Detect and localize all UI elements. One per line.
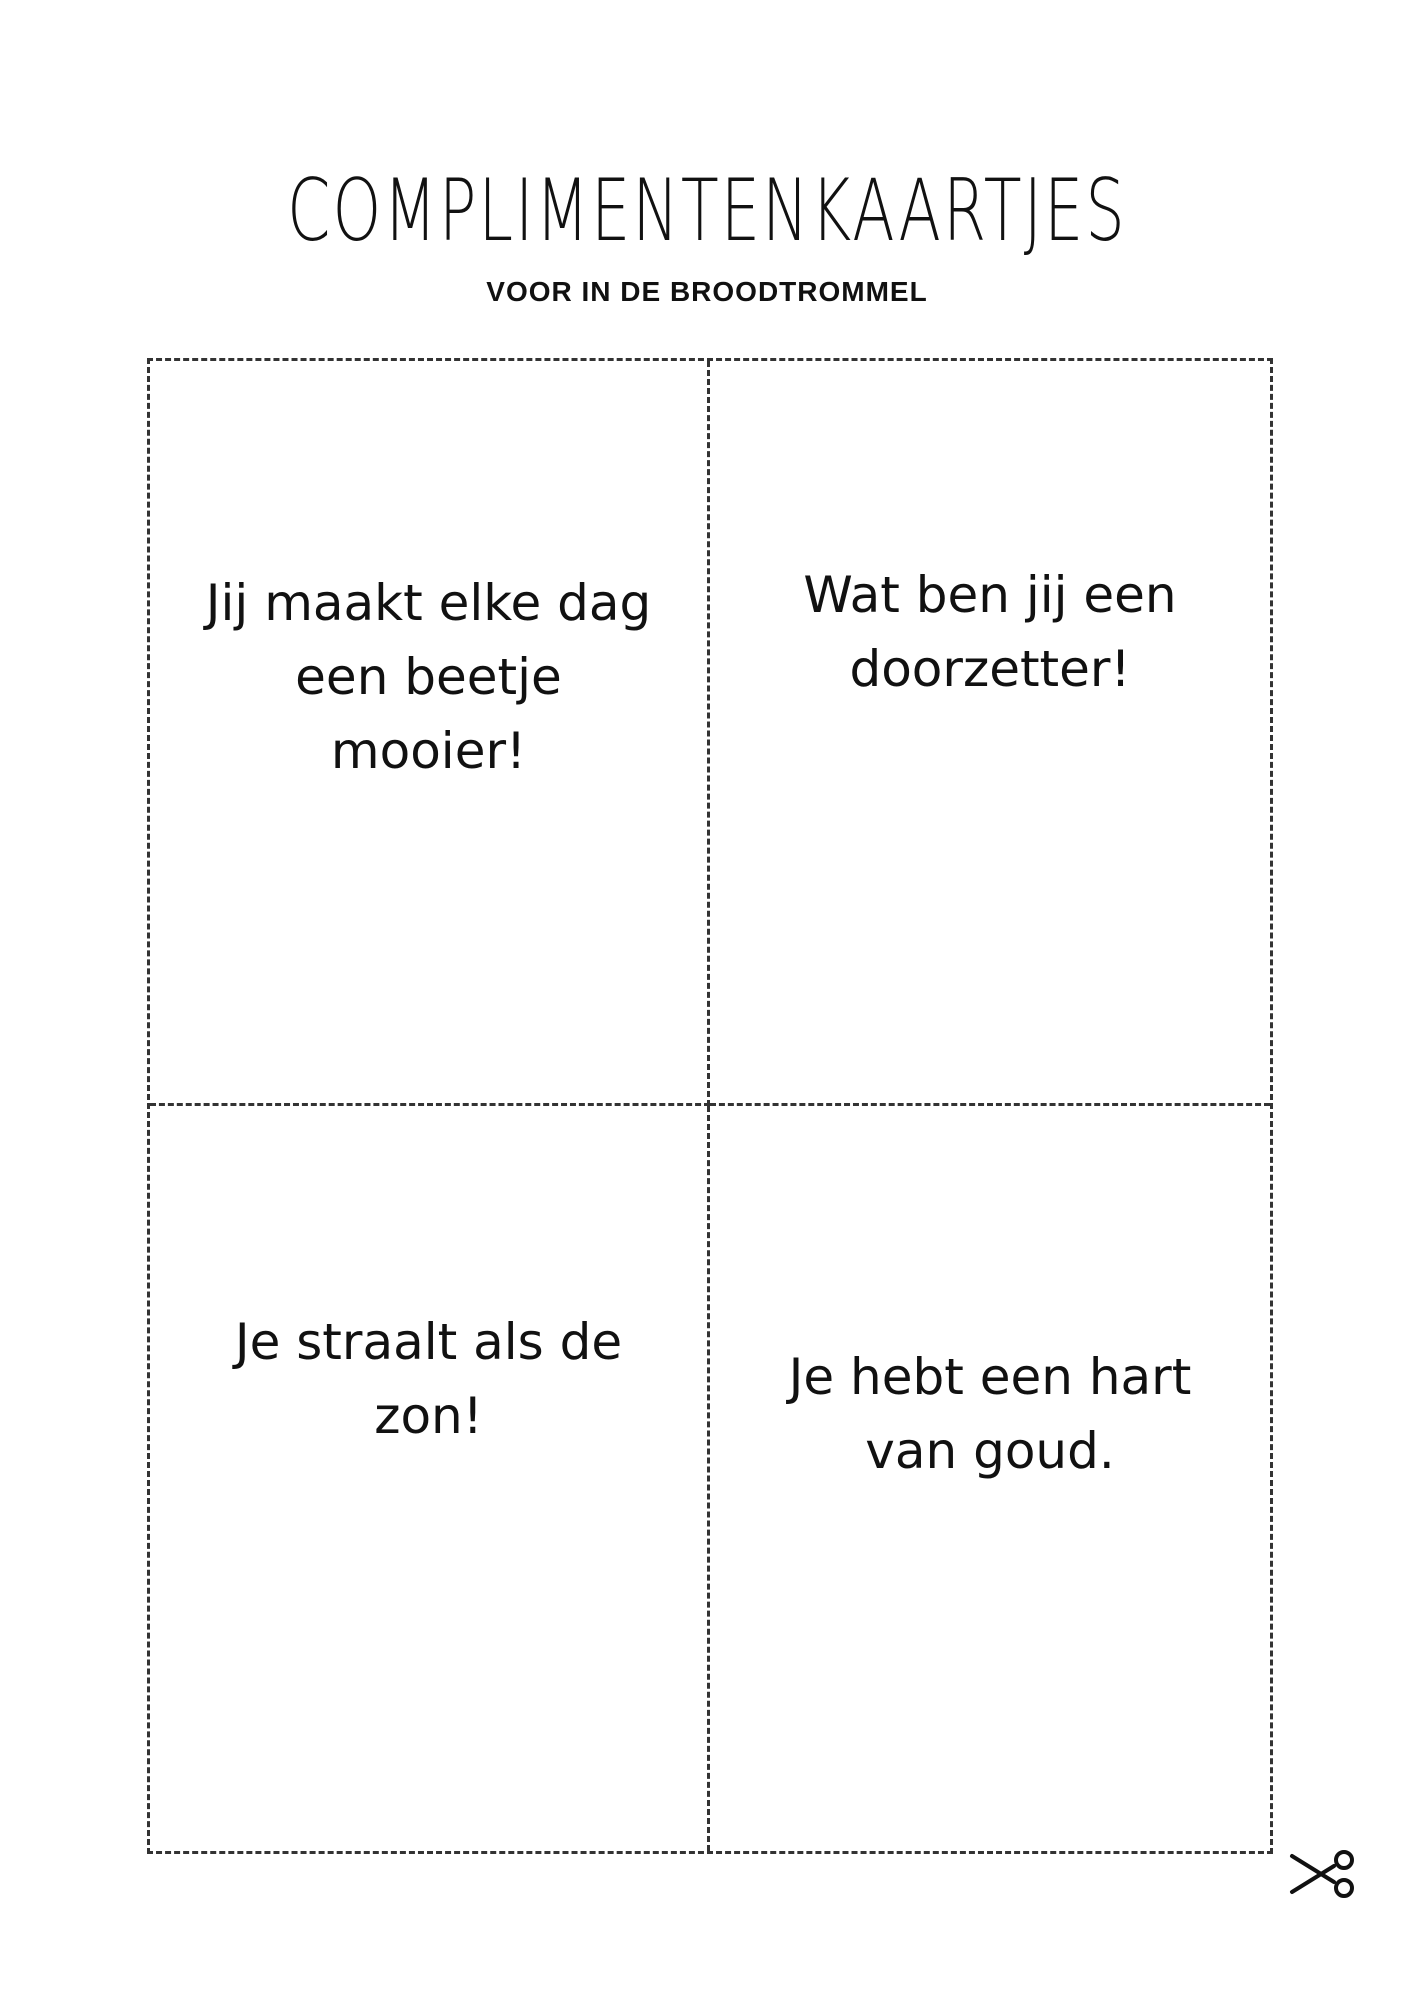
compliment-text: Je hebt een hart van goud. xyxy=(788,1347,1192,1480)
compliment-card xyxy=(150,1106,710,1851)
scissors-icon xyxy=(1288,1846,1358,1902)
page-title: COMPLIMENTENKAARTJES xyxy=(287,161,1127,261)
compliment-card xyxy=(150,361,710,1106)
compliment-text: Jij maakt elke dag een beetje mooier! xyxy=(205,574,652,780)
compliment-text: Je straalt als de zon! xyxy=(234,1312,623,1445)
compliment-card xyxy=(710,361,1270,1106)
compliment-text: Wat ben jij een doorzetter! xyxy=(803,566,1177,698)
page-subtitle: VOOR IN DE BROODTROMMEL xyxy=(486,276,928,307)
compliment-card xyxy=(710,1106,1270,1851)
card-grid xyxy=(147,358,1273,1854)
